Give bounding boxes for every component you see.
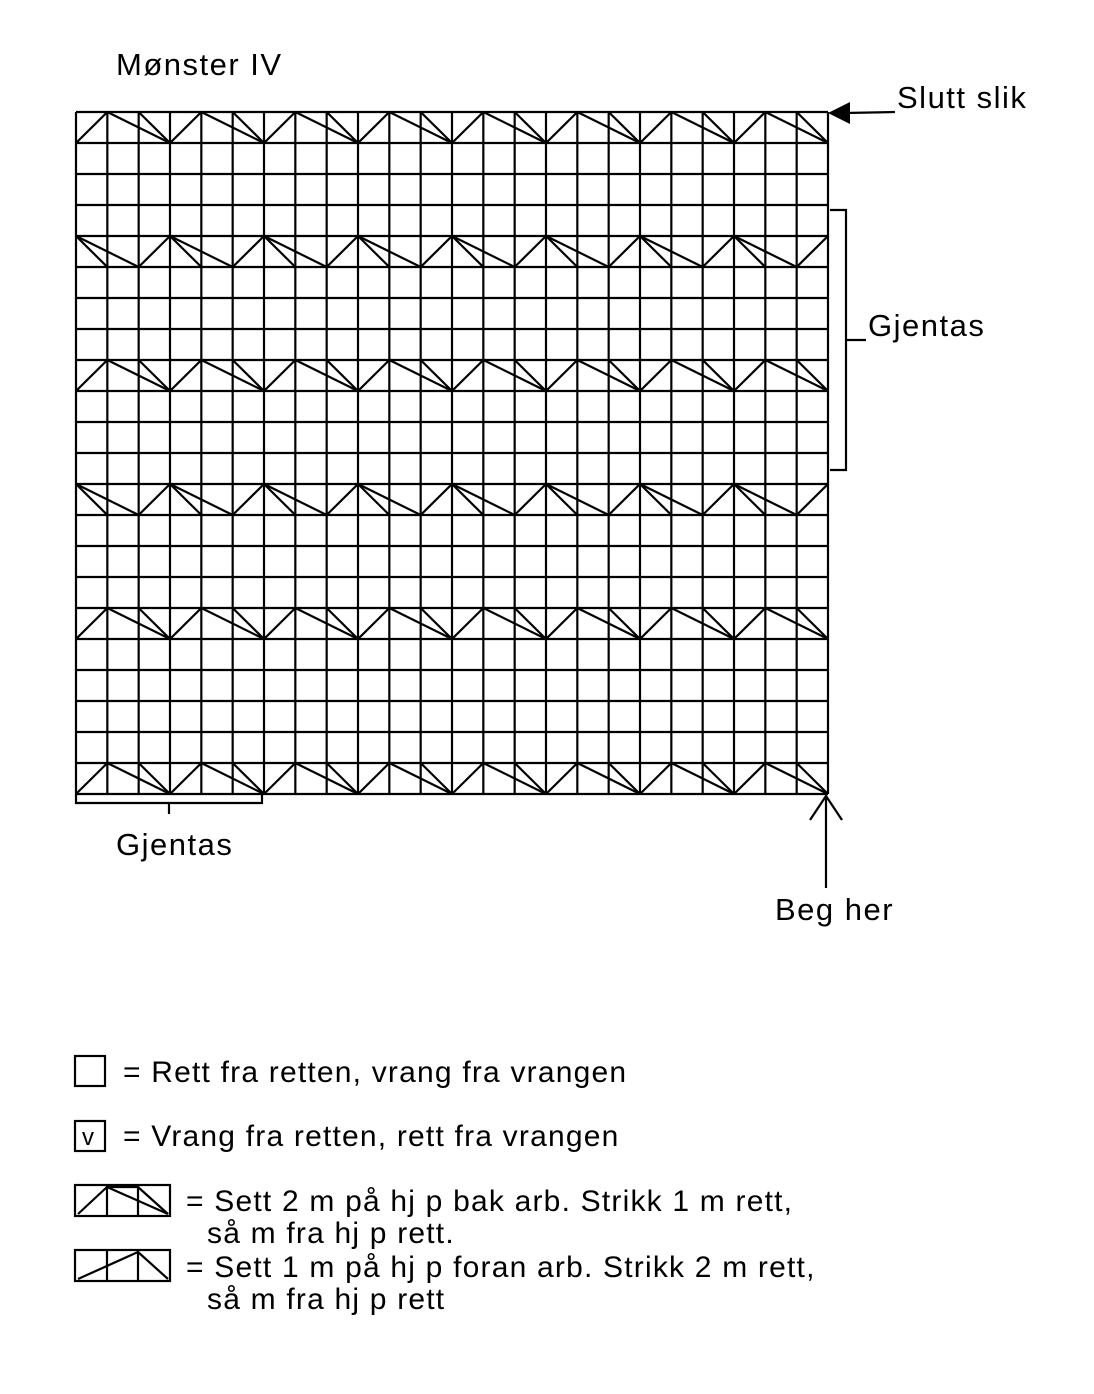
- cable-stroke: [734, 484, 765, 515]
- cable-stroke: [797, 360, 828, 391]
- cable-stroke: [421, 236, 452, 267]
- cable-stroke: [609, 608, 640, 639]
- cable-stroke: [421, 608, 452, 639]
- cable-stroke: [640, 763, 671, 794]
- cable-stroke: [734, 112, 765, 143]
- cable-stroke: [264, 608, 295, 639]
- cable-stroke: [139, 112, 170, 143]
- cable-stroke: [358, 608, 389, 639]
- cable-stroke: [264, 112, 295, 143]
- cable-stroke: [703, 112, 734, 143]
- cable-stroke: [233, 484, 264, 515]
- arrow-head-left-icon: [828, 102, 850, 124]
- cable-stroke: [797, 763, 828, 794]
- cable-stroke: [515, 360, 546, 391]
- cable-stroke: [76, 112, 107, 143]
- legend-text-cable-back-2: så m fra hj p rett.: [207, 1217, 455, 1250]
- cable-stroke: [327, 360, 358, 391]
- cable-stroke: [546, 112, 577, 143]
- cable-stroke: [170, 360, 201, 391]
- cable-stroke: [797, 484, 828, 515]
- cable-stroke: [264, 484, 295, 515]
- cable-stroke: [421, 360, 452, 391]
- cable-stroke: [327, 608, 358, 639]
- cable-stroke: [358, 112, 389, 143]
- legend-empty-square-icon: [75, 1056, 105, 1086]
- chart-title: Mønster IV: [116, 47, 283, 82]
- cable-stroke: [640, 484, 671, 515]
- cable-stroke: [734, 763, 765, 794]
- cable-stroke: [452, 763, 483, 794]
- cable-stroke: [703, 484, 734, 515]
- cable-stroke: [797, 236, 828, 267]
- cable-stroke: [515, 112, 546, 143]
- cable-stroke: [327, 484, 358, 515]
- cable-stroke: [515, 608, 546, 639]
- cable-stroke: [76, 360, 107, 391]
- stitch-grid: [76, 112, 828, 794]
- cable-stroke: [609, 112, 640, 143]
- legend-v-mark: v: [82, 1124, 94, 1151]
- cable-stroke: [452, 112, 483, 143]
- cable-stroke: [233, 608, 264, 639]
- cable-stroke: [233, 236, 264, 267]
- legend-text-purl: = Vrang fra retten, rett fra vrangen: [123, 1120, 620, 1153]
- stitch-repeat-bracket: [76, 794, 262, 814]
- end-arrow: [828, 102, 895, 124]
- cable-stroke: [170, 236, 201, 267]
- cable-stroke: [264, 360, 295, 391]
- cable-stroke: [515, 763, 546, 794]
- cable-stroke: [452, 360, 483, 391]
- cable-stroke: [515, 484, 546, 515]
- cable-stroke: [703, 763, 734, 794]
- cable-stroke: [76, 236, 107, 267]
- cable-stroke: [139, 763, 170, 794]
- cable-stroke: [76, 608, 107, 639]
- cable-stroke: [546, 360, 577, 391]
- row-repeat-bracket: [830, 210, 866, 470]
- cable-stroke: [515, 236, 546, 267]
- cable-stroke: [797, 112, 828, 143]
- cable-stroke: [703, 608, 734, 639]
- cable-stroke: [734, 608, 765, 639]
- cable-stroke: [421, 484, 452, 515]
- cable-stroke: [327, 236, 358, 267]
- cable-stroke: [358, 763, 389, 794]
- cable-stroke: [421, 112, 452, 143]
- legend-text-cable-back: = Sett 2 m på hj p bak arb. Strikk 1 m rett,: [186, 1185, 794, 1218]
- cable-stroke: [358, 484, 389, 515]
- cable-stroke: [233, 360, 264, 391]
- legend: [75, 1056, 816, 1316]
- cable-stroke: [76, 484, 107, 515]
- stitch-repeat-label: Gjentas: [116, 827, 234, 862]
- cable-stroke: [546, 608, 577, 639]
- end-label: Slutt slik: [897, 80, 1028, 115]
- cable-stroke: [703, 236, 734, 267]
- cable-stroke: [264, 236, 295, 267]
- cable-stroke: [452, 236, 483, 267]
- cable-stroke: [609, 360, 640, 391]
- cable-stroke: [233, 763, 264, 794]
- cable-stroke: [358, 360, 389, 391]
- cable-stroke: [139, 236, 170, 267]
- legend-text-cable-front: = Sett 1 m på hj p foran arb. Strikk 2 m rett,: [186, 1251, 816, 1284]
- cable-stroke: [139, 608, 170, 639]
- cable-stroke: [546, 763, 577, 794]
- cable-stroke: [703, 360, 734, 391]
- legend-cable-front-icon: [75, 1250, 170, 1281]
- cable-stroke: [139, 360, 170, 391]
- cable-stroke: [170, 608, 201, 639]
- cable-stroke: [76, 763, 107, 794]
- cable-stroke: [640, 112, 671, 143]
- cable-stroke: [546, 236, 577, 267]
- cable-stroke: [609, 484, 640, 515]
- cable-stroke: [609, 236, 640, 267]
- cable-stroke: [327, 112, 358, 143]
- cable-stroke: [640, 236, 671, 267]
- cable-stroke: [170, 484, 201, 515]
- cable-stroke: [421, 763, 452, 794]
- cable-stroke: [170, 763, 201, 794]
- cable-stroke: [452, 484, 483, 515]
- start-label: Beg her: [775, 892, 895, 927]
- row-repeat-label: Gjentas: [868, 308, 986, 343]
- cable-stroke: [327, 763, 358, 794]
- cable-stroke: [640, 360, 671, 391]
- legend-text-cable-front-2: så m fra hj p rett: [207, 1283, 446, 1316]
- cable-stroke: [609, 763, 640, 794]
- cable-stroke: [170, 112, 201, 143]
- cable-stroke: [264, 763, 295, 794]
- legend-cable-back-icon: [75, 1185, 170, 1216]
- legend-text-knit: = Rett fra retten, vrang fra vrangen: [123, 1056, 628, 1089]
- cable-stroke: [734, 236, 765, 267]
- cable-stroke: [139, 484, 170, 515]
- cable-stroke: [546, 484, 577, 515]
- cable-stroke: [233, 112, 264, 143]
- cable-stroke: [640, 608, 671, 639]
- cable-stroke: [358, 236, 389, 267]
- start-arrow: [810, 796, 842, 888]
- cable-stroke: [797, 608, 828, 639]
- cable-stroke: [452, 608, 483, 639]
- cable-stroke: [734, 360, 765, 391]
